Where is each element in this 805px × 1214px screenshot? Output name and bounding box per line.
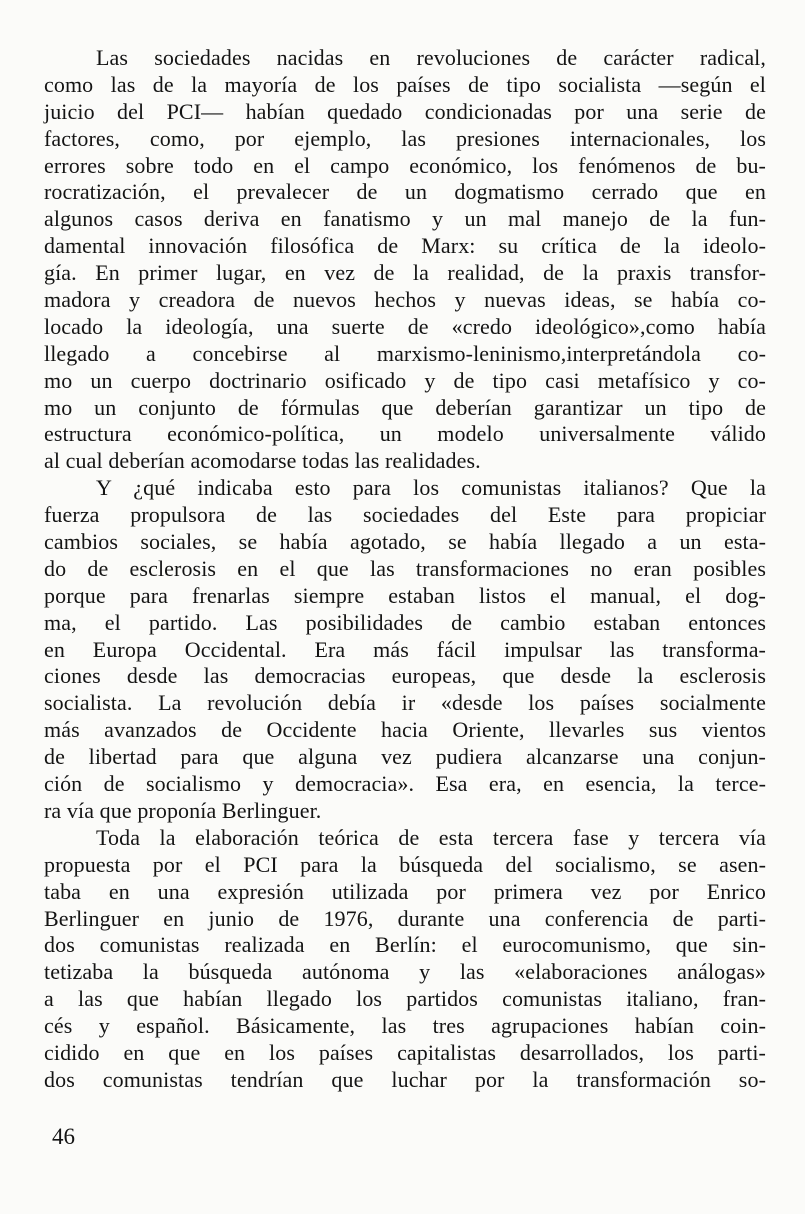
text-line: taba en una expresión utilizada por primera vez por Enrico — [44, 878, 766, 904]
text-line: gía. En primer lugar, en vez de la realidad, de la praxis transfor- — [44, 260, 766, 286]
page-number: 46 — [52, 1124, 75, 1149]
text-line: ma, el partido. Las posibilidades de cambio estaban entonces — [44, 609, 766, 635]
text-line: al cual deberían acomodarse todas las realidades. — [44, 448, 481, 474]
text-line: a las que habían llegado los partidos comunistas italiano, fran- — [44, 986, 766, 1012]
text-line: juicio del PCI— habían quedado condicionadas por una serie de — [44, 98, 766, 124]
paragraph — [44, 475, 766, 825]
text-line: Berlinguer en junio de 1976, durante una conferencia de parti- — [44, 905, 766, 931]
text-line: estructura económico-política, un modelo universalmente válido — [44, 421, 766, 447]
text-line: porque para frenarlas siempre estaban listos el manual, el dog- — [44, 582, 766, 608]
text-line: algunos casos deriva en fanatismo y un mal manejo de la fun- — [44, 206, 766, 232]
text-line: mo un cuerpo doctrinario osificado y de tipo casi metafísico y co- — [44, 367, 766, 393]
text-line: ción de socialismo y democracia». Esa era, en esencia, la terce- — [44, 771, 766, 797]
text-line: cidido en que en los países capitalistas desarrollados, los parti- — [44, 1039, 766, 1065]
text-line: en Europa Occidental. Era más fácil impulsar las transforma- — [44, 636, 766, 662]
text-line: errores sobre todo en el campo económico, los fenómenos de bu- — [44, 152, 766, 178]
text-line: socialista. La revolución debía ir «desde los países socialmente — [44, 690, 766, 716]
text-line: mo un conjunto de fórmulas que deberían garantizar un tipo de — [44, 394, 766, 420]
text-line: locado la ideología, una suerte de «credo ideológico»,como había — [44, 313, 766, 339]
text-line: ra vía que proponía Berlinguer. — [44, 797, 322, 823]
text-line: damental innovación filosófica de Marx: su crítica de la ideolo- — [44, 233, 766, 259]
text-line: cés y español. Básicamente, las tres agrupaciones habían coin- — [44, 1013, 766, 1039]
page-text — [44, 45, 766, 1094]
text-line: más avanzados de Occidente hacia Oriente, llevarles sus vientos — [44, 717, 766, 743]
text-line: madora y creadora de nuevos hechos y nuevas ideas, se había co- — [44, 287, 766, 313]
text-line: fuerza propulsora de las sociedades del Este para propiciar — [44, 502, 766, 528]
text-line: tetizaba la búsqueda autónoma y las «elaboraciones análogas» — [44, 959, 766, 985]
text-line: factores, como, por ejemplo, las presiones internacionales, los — [44, 125, 766, 151]
text-line: ciones desde las democracias europeas, que desde la esclerosis — [44, 663, 766, 689]
text-line: propuesta por el PCI para la búsqueda del socialismo, se asen- — [44, 851, 766, 877]
text-line: de libertad para que alguna vez pudiera alcanzarse una conjun- — [44, 744, 766, 770]
text-line: Y ¿qué indicaba esto para los comunistas italianos? Que la — [96, 475, 766, 501]
text-line: do de esclerosis en el que las transformaciones no eran posibles — [44, 555, 766, 581]
text-line: Las sociedades nacidas en revoluciones de carácter radical, — [96, 45, 766, 70]
text-line: como las de la mayoría de los países de tipo socialista —según el — [44, 71, 766, 97]
text-line: llegado a concebirse al marxismo-leninismo,interpretándola co- — [44, 340, 766, 366]
paragraph — [44, 825, 766, 1094]
text-line: Toda la elaboración teórica de esta tercera fase y tercera vía — [96, 824, 766, 850]
text-line: dos comunistas tendrían que luchar por la transformación so- — [44, 1066, 766, 1092]
paragraph — [44, 45, 766, 475]
text-line: rocratización, el prevalecer de un dogmatismo cerrado que en — [44, 179, 766, 205]
text-line: dos comunistas realizada en Berlín: el eurocomunismo, que sin- — [44, 932, 766, 958]
text-line: cambios sociales, se había agotado, se había llegado a un esta- — [44, 529, 766, 555]
